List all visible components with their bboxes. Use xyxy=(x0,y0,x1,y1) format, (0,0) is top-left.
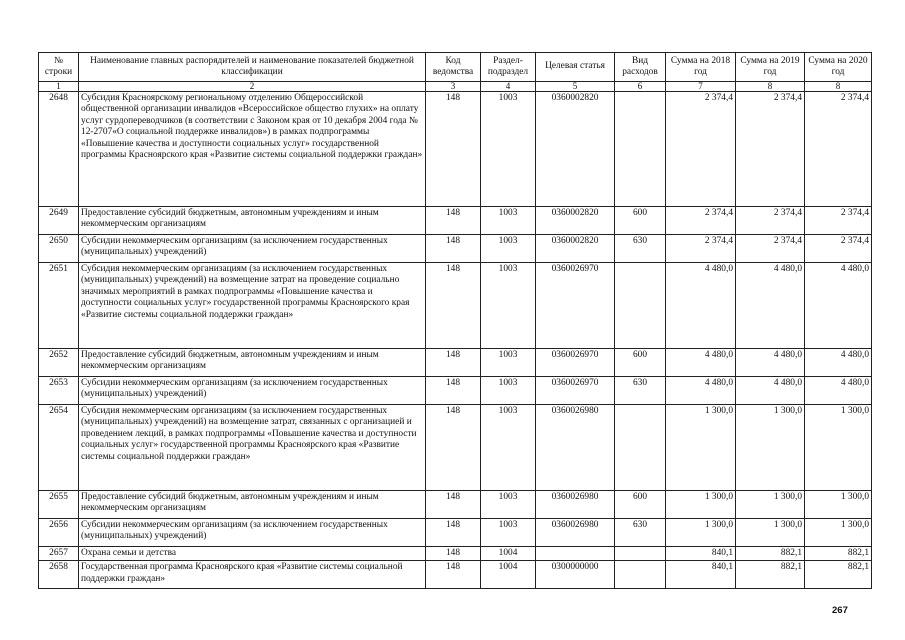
row-name: Предоставление субсидий бюджетным, автономным учреждениям и иным некоммерческим организациям xyxy=(79,349,426,377)
row-number: 2654 xyxy=(39,405,79,491)
column-number: 7 xyxy=(666,82,736,92)
column-number: 8 xyxy=(805,82,872,92)
row-vid: 630 xyxy=(615,235,666,263)
row-celevaya: 0360026970 xyxy=(536,349,615,377)
row-number: 2651 xyxy=(39,263,79,349)
row-kod: 148 xyxy=(426,92,481,207)
row-razdel: 1003 xyxy=(481,235,536,263)
row-number: 2650 xyxy=(39,235,79,263)
header-sum2020: Сумма на 2020 год xyxy=(805,53,872,82)
row-celevaya: 0360002820 xyxy=(536,207,615,235)
row-razdel: 1003 xyxy=(481,405,536,491)
row-sum2018: 2 374,4 xyxy=(666,92,736,207)
row-vid xyxy=(615,263,666,349)
row-number: 2649 xyxy=(39,207,79,235)
row-vid: 600 xyxy=(615,491,666,519)
row-vid xyxy=(615,547,666,561)
row-sum2020: 2 374,4 xyxy=(805,207,872,235)
row-sum2018: 1 300,0 xyxy=(666,519,736,547)
row-sum2020: 1 300,0 xyxy=(805,519,872,547)
header-sum2018: Сумма на 2018 год xyxy=(666,53,736,82)
table-row xyxy=(39,92,872,207)
table-row xyxy=(39,547,872,561)
row-kod: 148 xyxy=(426,561,481,589)
row-sum2019: 4 480,0 xyxy=(736,263,805,349)
row-sum2018: 840,1 xyxy=(666,547,736,561)
row-kod: 148 xyxy=(426,405,481,491)
row-razdel: 1003 xyxy=(481,92,536,207)
row-sum2019: 1 300,0 xyxy=(736,405,805,491)
row-number: 2648 xyxy=(39,92,79,207)
row-sum2018: 1 300,0 xyxy=(666,491,736,519)
row-kod: 148 xyxy=(426,263,481,349)
row-celevaya: 0360026970 xyxy=(536,377,615,405)
header-kod: Код ведомства xyxy=(426,53,481,82)
row-razdel: 1003 xyxy=(481,349,536,377)
row-number: 2656 xyxy=(39,519,79,547)
column-number: 2 xyxy=(79,82,426,92)
row-celevaya: 0360002820 xyxy=(536,92,615,207)
row-number: 2653 xyxy=(39,377,79,405)
column-number-row xyxy=(39,82,872,92)
table-body xyxy=(39,92,872,589)
row-kod: 148 xyxy=(426,235,481,263)
table-row xyxy=(39,405,872,491)
row-razdel: 1003 xyxy=(481,519,536,547)
row-number: 2655 xyxy=(39,491,79,519)
row-vid: 630 xyxy=(615,519,666,547)
row-name: Государственная программа Красноярского края «Развитие системы социальной поддержки граждан» xyxy=(79,561,426,589)
row-sum2019: 4 480,0 xyxy=(736,349,805,377)
row-name: Предоставление субсидий бюджетным, автономным учреждениям и иным некоммерческим организациям xyxy=(79,207,426,235)
row-name: Субсидии некоммерческим организациям (за исключением государственных (муниципальных) учреждений) xyxy=(79,377,426,405)
row-razdel: 1004 xyxy=(481,561,536,589)
header-num: № строки xyxy=(39,53,79,82)
row-number: 2657 xyxy=(39,547,79,561)
row-vid xyxy=(615,405,666,491)
row-sum2019: 4 480,0 xyxy=(736,377,805,405)
column-number: 8 xyxy=(736,82,805,92)
column-number: 3 xyxy=(426,82,481,92)
row-kod: 148 xyxy=(426,377,481,405)
row-kod: 148 xyxy=(426,349,481,377)
column-number: 5 xyxy=(536,82,615,92)
row-sum2020: 4 480,0 xyxy=(805,377,872,405)
row-celevaya xyxy=(536,547,615,561)
header-razdel: Раздел-подраздел xyxy=(481,53,536,82)
row-vid xyxy=(615,92,666,207)
row-celevaya: 0360026980 xyxy=(536,491,615,519)
row-kod: 148 xyxy=(426,519,481,547)
row-razdel: 1003 xyxy=(481,263,536,349)
row-name: Предоставление субсидий бюджетным, автономным учреждениям и иным некоммерческим организациям xyxy=(79,491,426,519)
column-number: 4 xyxy=(481,82,536,92)
row-sum2020: 2 374,4 xyxy=(805,92,872,207)
table-row xyxy=(39,491,872,519)
row-sum2018: 4 480,0 xyxy=(666,377,736,405)
row-sum2020: 882,1 xyxy=(805,547,872,561)
table-row xyxy=(39,349,872,377)
row-number: 2652 xyxy=(39,349,79,377)
row-razdel: 1003 xyxy=(481,207,536,235)
row-sum2018: 1 300,0 xyxy=(666,405,736,491)
page-number: 267 xyxy=(832,605,848,616)
row-celevaya: 0360002820 xyxy=(536,235,615,263)
row-vid: 600 xyxy=(615,207,666,235)
row-celevaya: 0360026980 xyxy=(536,405,615,491)
row-sum2018: 4 480,0 xyxy=(666,349,736,377)
header-name: Наименование главных распорядителей и наименование показателей бюджетной классификации xyxy=(79,53,426,82)
header-vid: Вид расходов xyxy=(615,53,666,82)
row-kod: 148 xyxy=(426,491,481,519)
row-name: Субсидия некоммерческим организациям (за исключением государственных (муниципальных) учреждений) на возмещение затрат, связанных с организацией и проведением лекций, в рамках подпрограммы «Повышение качества и доступности социальных услуг» государственной программы Красноярского края «Развитие системы социальной поддержки граждан» xyxy=(79,405,426,491)
row-celevaya: 0360026980 xyxy=(536,519,615,547)
row-sum2018: 2 374,4 xyxy=(666,207,736,235)
table-row xyxy=(39,561,872,589)
table-row xyxy=(39,207,872,235)
row-sum2020: 882,1 xyxy=(805,561,872,589)
row-sum2020: 4 480,0 xyxy=(805,349,872,377)
row-sum2020: 4 480,0 xyxy=(805,263,872,349)
row-vid xyxy=(615,561,666,589)
row-razdel: 1003 xyxy=(481,377,536,405)
table-header-row xyxy=(39,53,872,82)
table-row xyxy=(39,377,872,405)
row-name: Субсидия некоммерческим организациям (за исключением государственных (муниципальных) учреждений) на возмещение затрат на проведение социально значимых мероприятий в рамках подпрограммы «Повышение качества и доступности социальных услуг» государственной программы Красноярского края «Развитие системы социальной поддержки граждан» xyxy=(79,263,426,349)
column-number: 1 xyxy=(39,82,79,92)
row-name: Охрана семьи и детства xyxy=(79,547,426,561)
row-razdel: 1003 xyxy=(481,491,536,519)
row-sum2019: 2 374,4 xyxy=(736,207,805,235)
row-sum2019: 2 374,4 xyxy=(736,235,805,263)
column-number: 6 xyxy=(615,82,666,92)
row-sum2020: 2 374,4 xyxy=(805,235,872,263)
row-number: 2658 xyxy=(39,561,79,589)
row-celevaya: 0360026970 xyxy=(536,263,615,349)
row-kod: 148 xyxy=(426,547,481,561)
table-row xyxy=(39,519,872,547)
row-sum2018: 840,1 xyxy=(666,561,736,589)
row-razdel: 1004 xyxy=(481,547,536,561)
row-vid: 600 xyxy=(615,349,666,377)
row-sum2018: 4 480,0 xyxy=(666,263,736,349)
row-name: Субсидии некоммерческим организациям (за исключением государственных (муниципальных) учреждений) xyxy=(79,235,426,263)
header-celevaya: Целевая статья xyxy=(536,53,615,82)
row-sum2018: 2 374,4 xyxy=(666,235,736,263)
row-sum2019: 1 300,0 xyxy=(736,491,805,519)
table-row xyxy=(39,263,872,349)
row-celevaya: 0300000000 xyxy=(536,561,615,589)
row-sum2019: 1 300,0 xyxy=(736,519,805,547)
row-vid: 630 xyxy=(615,377,666,405)
row-name: Субсидия Красноярскому региональному отделению Общероссийской общественной организации инвалидов «Всероссийское общество глухих» на оплату услуг сурдопереводчиков (в соответствии с Законом края от 10 декабря 2004 года № 12-2707«О социальной поддержке инвалидов») в рамках подпрограммы «Повышение качества и доступности социальных услуг» государственной программы Красноярского края «Развитие системы социальной поддержки граждан» xyxy=(79,92,426,207)
row-sum2020: 1 300,0 xyxy=(805,491,872,519)
row-kod: 148 xyxy=(426,207,481,235)
header-sum2019: Сумма на 2019 год xyxy=(736,53,805,82)
budget-table xyxy=(38,52,872,589)
row-sum2020: 1 300,0 xyxy=(805,405,872,491)
row-sum2019: 882,1 xyxy=(736,561,805,589)
row-sum2019: 2 374,4 xyxy=(736,92,805,207)
table-row xyxy=(39,235,872,263)
row-sum2019: 882,1 xyxy=(736,547,805,561)
row-name: Субсидии некоммерческим организациям (за исключением государственных (муниципальных) учреждений) xyxy=(79,519,426,547)
